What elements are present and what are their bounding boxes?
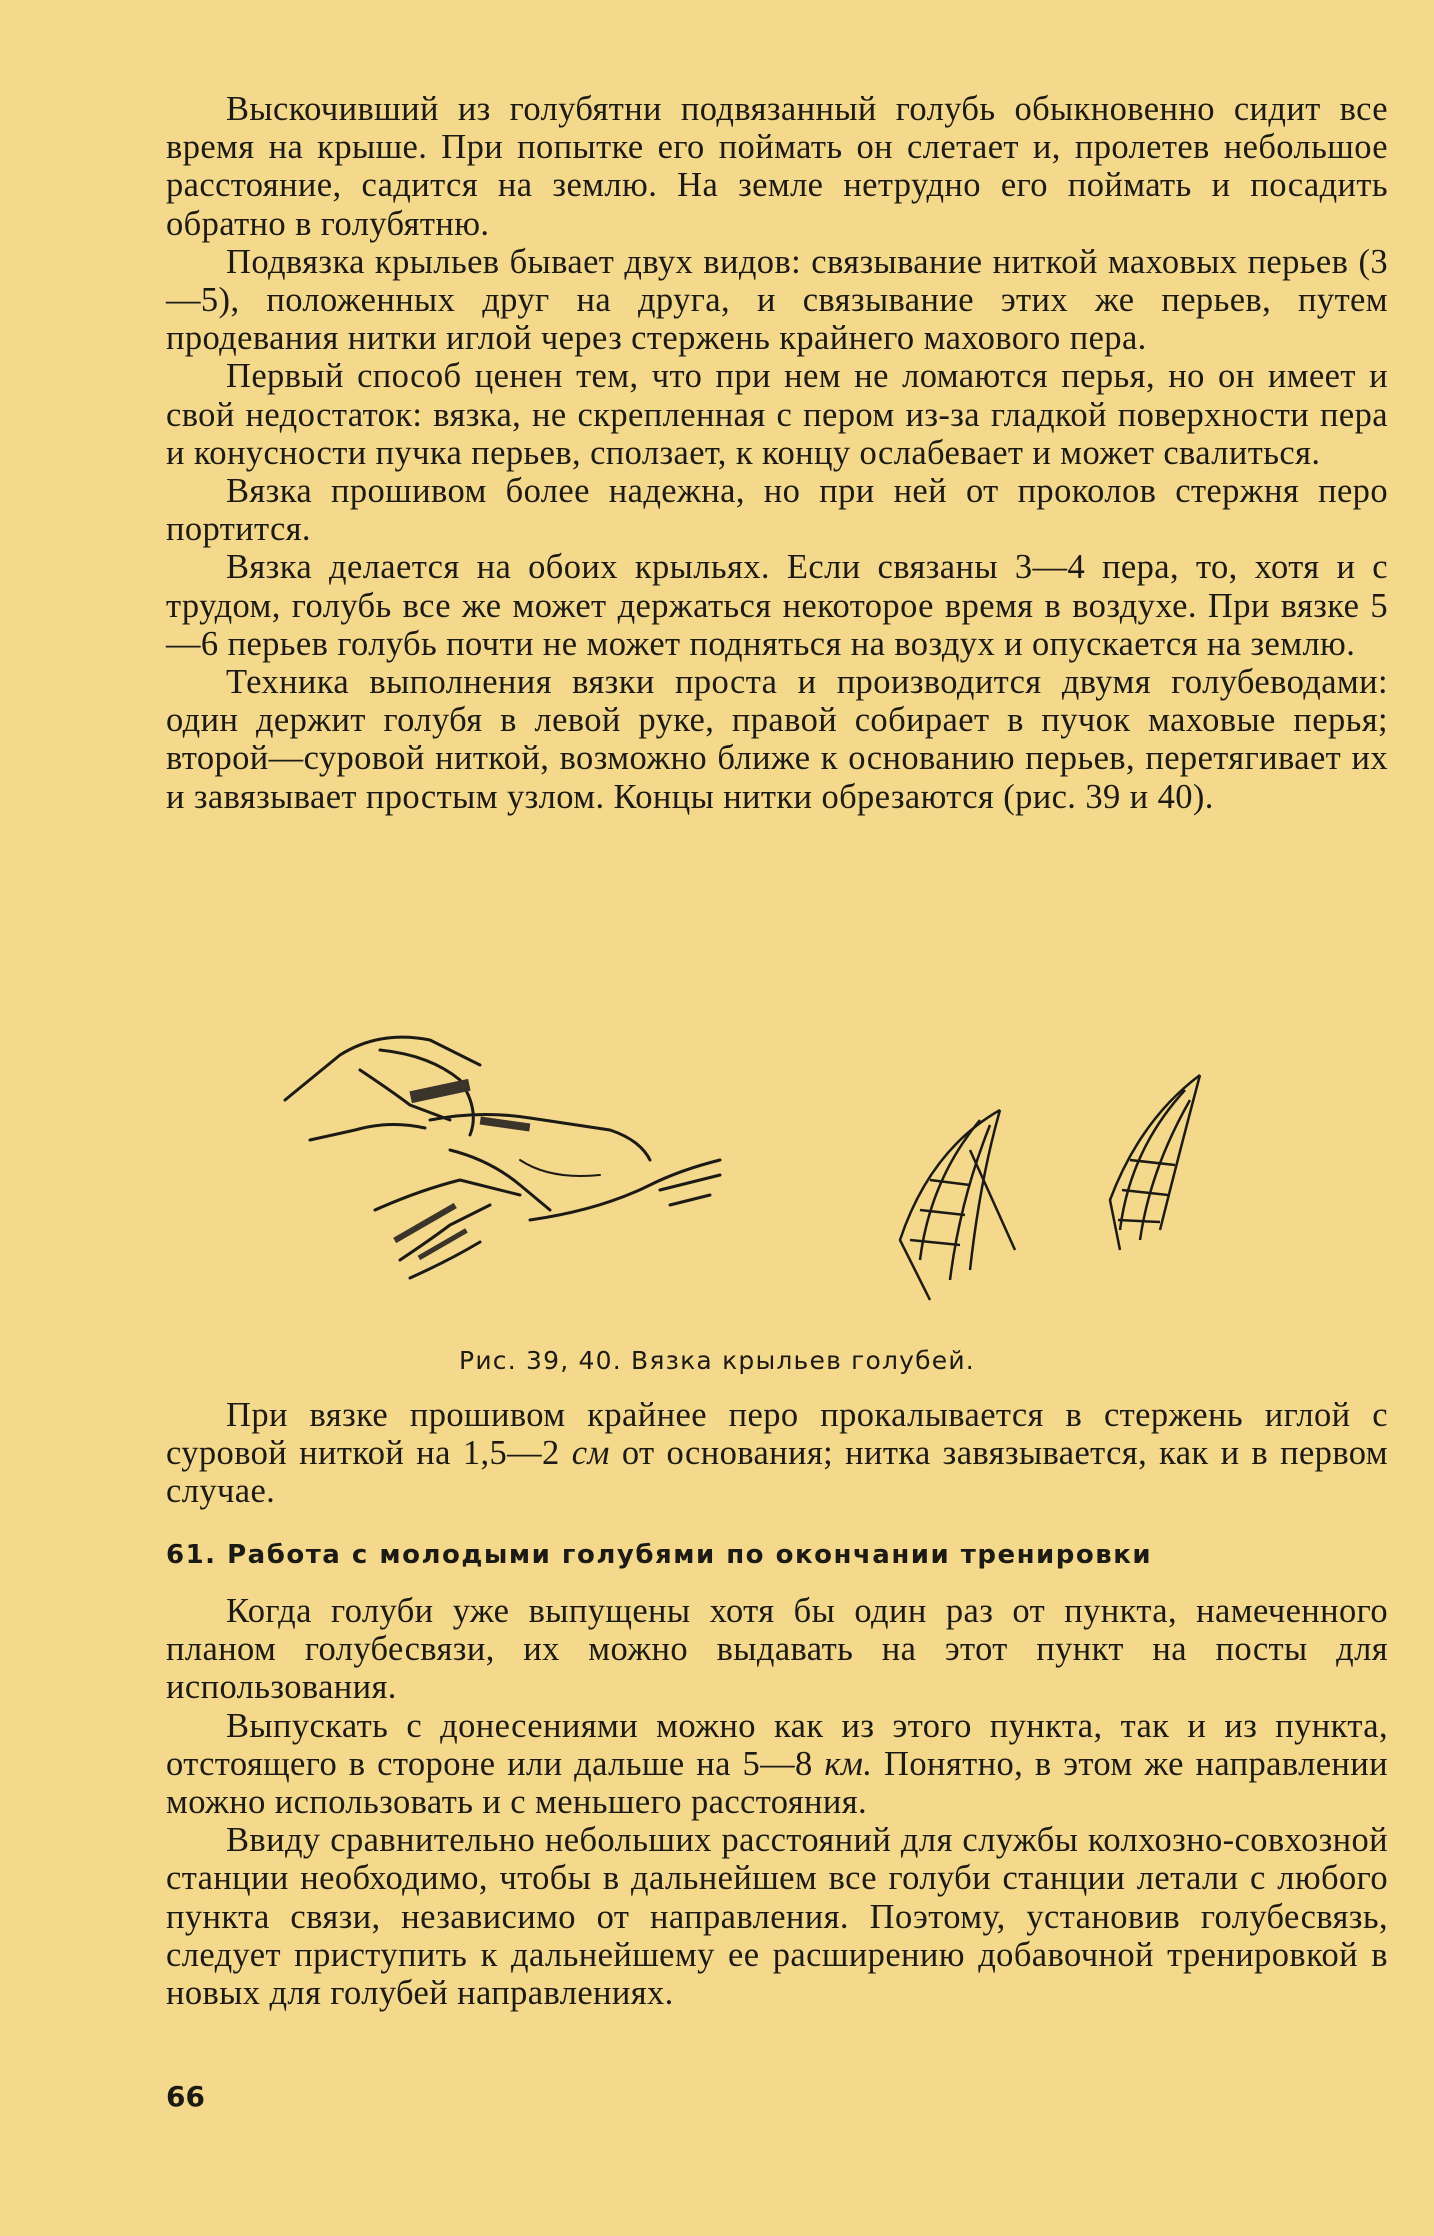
- paragraph: Вязка прошивом более надежна, но при ней от проколов стержня перо портится.: [166, 472, 1388, 549]
- section-text-block: [166, 1592, 1388, 2012]
- paragraph: Первый способ ценен тем, что при нем не ломаются перья, но он имеет и свой недостаток: вязка, не скрепленная с пером из-за гладкой поверхности пера и конусности пучка перьев, сползает, к концу ослабевает и может свалиться.: [166, 357, 1388, 472]
- text-run: При вязке прошивом крайнее перо прокалывается в стержень иглой с суровой ниткой на 1,5—2: [166, 1396, 1388, 1473]
- figure-illustration: [280, 1010, 1270, 1330]
- paragraph: Ввиду сравнительно небольших расстояний для службы колхозно-совхозной станции необходимо, чтобы в дальнейшем все голуби станции летали с любого пункта связи, независимо от направления. Поэтому, установив голубесвязь, следует приступить к дальнейшему ее расширению добавочной тренировкой в новых для голубей направлениях.: [166, 1821, 1388, 2013]
- paragraph: Подвязка крыльев бывает двух видов: связывание ниткой маховых перьев (3—5), положенных друг на друга, и связывание этих же перьев, путем продевания нитки иглой через стержень крайнего махового пера.: [166, 242, 1388, 358]
- top-text-block: [166, 90, 1388, 816]
- paragraph: [166, 1707, 1388, 1822]
- text-run: от основания; нитка завязывается, как и в первом случае.: [166, 1434, 1388, 1511]
- after-figure-text: [166, 1396, 1388, 1511]
- page-number: 66: [166, 2080, 205, 2113]
- unit-label: км.: [824, 1744, 873, 1783]
- section-heading: 61. Работа с молодыми голубями по окончании тренировки: [166, 1540, 1153, 1570]
- unit-label: см: [571, 1434, 610, 1473]
- paragraph: Вязка делается на обоих крыльях. Если связаны 3—4 пера, то, хотя и с трудом, голубь все же может держаться некоторое время в воздухе. При вязке 5—6 перьев голубь почти не может подняться на воздух и опускается на землю.: [166, 548, 1388, 663]
- text-run: Понятно, в этом же направлении можно использовать и с меньшего расстояния.: [166, 1744, 1389, 1822]
- figure-caption: Рис. 39, 40. Вязка крыльев голубей.: [459, 1346, 975, 1375]
- paragraph: Когда голуби уже выпущены хотя бы один раз от пункта, намеченного планом голубесвязи, их можно выдавать на этот пункт на посты для использования.: [166, 1592, 1388, 1707]
- paragraph: [166, 1396, 1388, 1511]
- left-wing-illustration: [900, 1110, 1015, 1300]
- paragraph: Техника выполнения вязки проста и производится двумя голубеводами: один держит голубя в левой руке, правой собирает в пучок маховые перья; второй—суровой ниткой, возможно ближе к основанию перьев, перетягивает их и завязывает простым узлом. Концы нитки обрезаются (рис. 39 и 40).: [166, 663, 1388, 816]
- right-wing-illustration: [1110, 1075, 1200, 1250]
- text-run: Выпускать с донесениями можно как из этого пункта, так и из пункта, отстоящего в стороне или дальше на 5—8: [166, 1706, 1388, 1783]
- hands-tying-wing-illustration: [285, 1037, 720, 1278]
- paragraph: Выскочивший из голубятни подвязанный голубь обыкновенно сидит все время на крыше. При попытке его поймать он слетает и, пролетев небольшое расстояние, садится на землю. На земле нетрудно его поймать и посадить обратно в голубятню.: [166, 90, 1388, 243]
